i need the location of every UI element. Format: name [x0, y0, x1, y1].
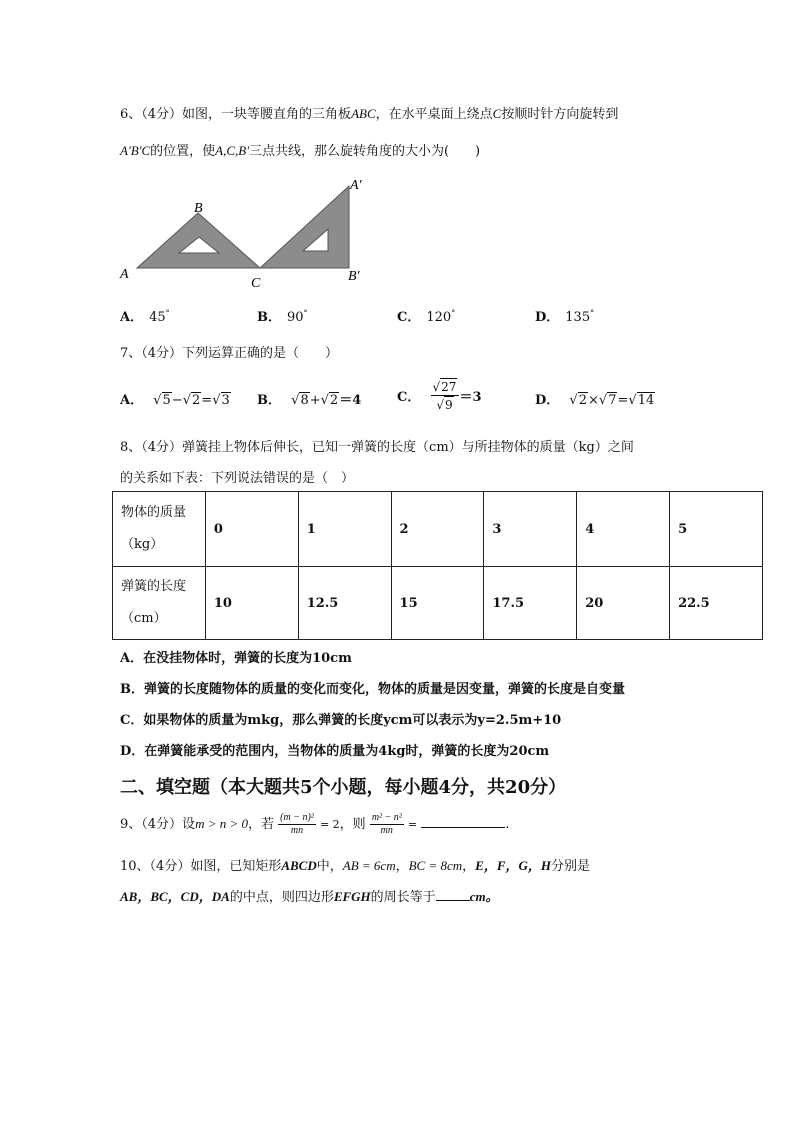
- q8-option-a: A．在没挂物体时，弹簧的长度为10cm: [120, 651, 352, 666]
- row-head-mass: 物体的质量 （kg）: [113, 492, 206, 567]
- q6-option-b: B． 90°: [257, 308, 308, 325]
- q10-answer-blank[interactable]: [436, 900, 470, 901]
- table-cell: 15: [391, 567, 484, 640]
- q7-number: 7、（4分）: [120, 346, 183, 361]
- q6-option-c: C． 120°: [397, 308, 456, 325]
- table-cell: 12.5: [298, 567, 391, 640]
- q7-option-d: D． √2×√7=√14: [535, 393, 655, 408]
- table-row-mass: [113, 492, 763, 567]
- q8-option-c: C．如果物体的质量为mkg，那么弹簧的长度ycm可以表示为y=2.5m+10: [120, 713, 562, 728]
- table-cell: 5: [670, 492, 763, 567]
- q9-answer-blank[interactable]: [421, 827, 505, 828]
- q9-fraction-1: $\frac{\text{(m − n)²}}{mn}$: [280, 812, 314, 836]
- table-cell: 10: [205, 567, 298, 640]
- label-a: A: [120, 267, 129, 282]
- q7-stem: 7、（4分）下列运算正确的是（ ）: [120, 346, 339, 361]
- q9-number: 9、（4分）: [120, 817, 183, 832]
- q8-line1: 8、（4分）弹簧挂上物体后伸长，已知一弹簧的长度（cm）与所挂物体的质量（kg）之间: [120, 440, 634, 455]
- q6-line2: A'B'C的位置，使A,C,B'三点共线，那么旋转角度的大小为( ): [120, 143, 481, 159]
- q10-number: 10、（4分）: [120, 859, 191, 874]
- q6-line1: 6、（4分）如图，一块等腰直角的三角板ABC，在水平桌面上绕点C按顺时针方向旋转到: [120, 106, 619, 122]
- label-c: C: [251, 276, 261, 290]
- table-cell: 17.5: [484, 567, 577, 640]
- q6-option-a: A． 45°: [120, 308, 170, 325]
- q9-fraction-2: $\frac{\text{m² − n²}}{mn}$: [371, 812, 402, 836]
- table-cell: 3: [484, 492, 577, 567]
- q10-line1: 10、（4分）如图，已知矩形ABCD中，AB = 6cm，BC = 8cm，E，F，G，H分别是: [120, 858, 591, 874]
- table-cell: 4: [577, 492, 670, 567]
- table-row-length: [113, 567, 763, 640]
- q8-number: 8、（4分）: [120, 440, 183, 455]
- q10-line2: AB，BC，CD，DA的中点，则四边形EFGH的周长等于 cm。: [120, 889, 499, 905]
- triangle-a1b1c: [260, 186, 349, 268]
- q8-line2: 的关系如下表：下列说法错误的是（ ）: [120, 471, 355, 486]
- q7-option-b: B． √8+√2＝4: [257, 393, 362, 408]
- q7-option-a: A． √5−√2=√3: [120, 393, 230, 408]
- label-b-prime: B′: [348, 269, 360, 284]
- table-cell: 2: [391, 492, 484, 567]
- table-cell: 1: [298, 492, 391, 567]
- table-cell: 22.5: [670, 567, 763, 640]
- row-head-length: 弹簧的长度 （cm）: [113, 567, 206, 640]
- section-title: 二、填空题（本大题共5个小题，每小题4分，共20分）: [120, 777, 567, 798]
- label-b: B: [194, 201, 203, 216]
- table-cell: 20: [577, 567, 670, 640]
- q8-table: [112, 491, 763, 640]
- q6-option-d: D． 135°: [535, 308, 595, 325]
- q8-option-b: B．弹簧的长度随物体的质量的变化而变化，物体的质量是因变量，弹簧的长度是自变量: [120, 682, 625, 697]
- q8-option-d: D．在弹簧能承受的范围内，当物体的质量为4kg时，弹簧的长度为20cm: [120, 744, 550, 759]
- label-a-prime: A′: [350, 178, 362, 193]
- table-cell: 0: [205, 492, 298, 567]
- q9-line: 9、（4分）设m > n > 0，若 $\frac{\text{(m − n)²}}{mn}$ = 2，则 $\frac{\text{m² − n²}}{mn}$ = .: [120, 812, 510, 836]
- q6-triangle-figure: [115, 172, 375, 290]
- q6-number: 6、（4分）: [120, 107, 183, 122]
- q7-option-c: C． $\frac{√27}{√9}$ ＝3: [397, 380, 482, 412]
